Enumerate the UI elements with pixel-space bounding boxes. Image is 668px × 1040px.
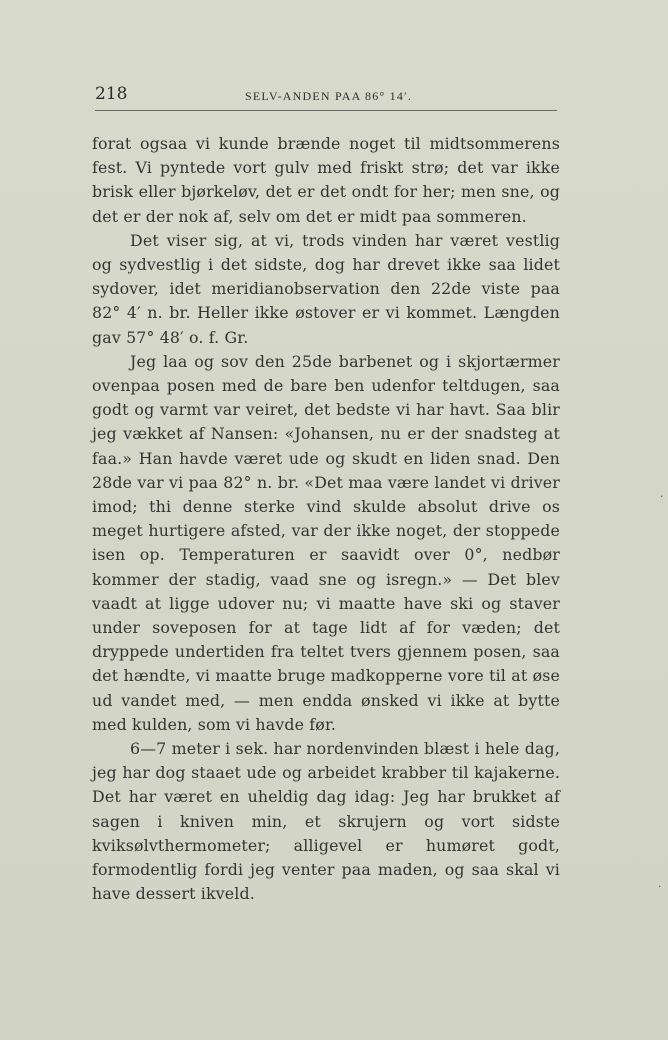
page-header	[95, 84, 557, 111]
paragraph-continued: forat ogsaa vi kunde brænde noget til midtsommerens fest. Vi pyntede vort gulv med friskt strø; det var ikke brisk eller bjørkeløv, det er det ondt for her; men sne, og det er der nok af, selv om det er midt paa sommeren.	[92, 134, 560, 226]
paragraph: Det viser sig, at vi, trods vinden har været vestlig og sydvestlig i det sidste, dog har drevet ikke saa lidet sydover, idet meridianobservation den 22de viste paa 82° 4′ n. br. Heller ikke østover er vi kommet. Længden gav 57° 48′ o. f. Gr.	[92, 230, 560, 347]
page-number: 218	[95, 84, 128, 104]
paragraph: Jeg laa og sov den 25de barbenet og i skjortærmer ovenpaa posen med de bare ben udenfor teltdugen, saa godt og varmt var veiret, det bedste vi har havt. Saa blir jeg vækket af Nansen: «Johansen, nu er der snadsteg at faa.» Han havde været ude og skudt en liden snad. Den 28de var vi paa 82° n. br. «Det maa være landet vi driver imod; thi denne sterke vind skulde absolut drive os meget hurtigere afsted, var der ikke noget, der stoppede isen op. Temperaturen er saavidt over 0°, nedbør kommer der stadig, vaad sne og isregn.» — Det blev vaadt at ligge udover nu; vi maatte have ski og staver under soveposen for at tage lidt af for væden; det dryppede undertiden fra teltet tvers gjennem posen, saa det hændte, vi maatte bruge madkopperne vore til at øse ud vandet med, — men endda ønsked vi ikke at bytte med kulden, som vi havde før.	[92, 351, 560, 734]
body-text	[92, 132, 560, 907]
paragraph: 6—7 meter i sek. har nordenvinden blæst i hele dag, jeg har dog staaet ude og arbeidet krabber til kajakerne. Det har været en uheldig dag idag: Jeg har brukket af sagen i kniven min, et skrujern og vort sidste kviksølvthermometer; alligevel er humøret godt, formodentlig fordi jeg venter paa maden, og saa skal vi have dessert ikveld.	[92, 739, 560, 904]
margin-speck: ·	[658, 880, 662, 893]
running-head: SELV-ANDEN PAA 86° 14′.	[245, 89, 413, 103]
margin-speck: ·	[660, 490, 664, 503]
